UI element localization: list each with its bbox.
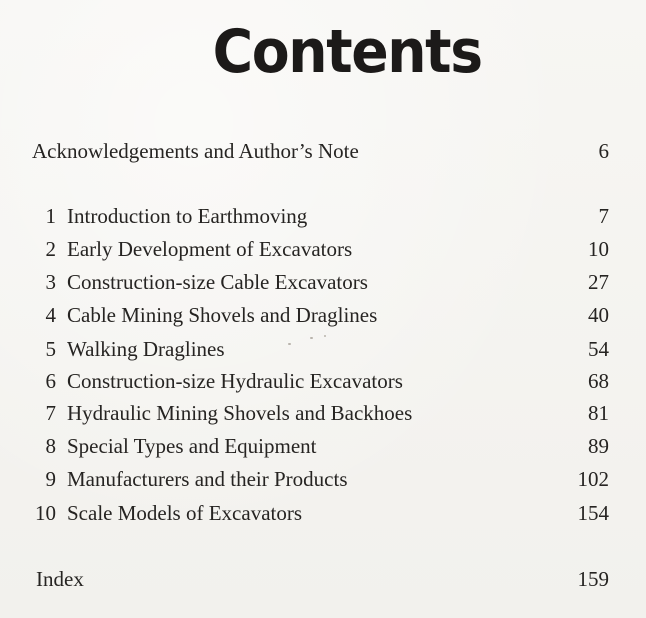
toc-entry-chapter-1 xyxy=(0,202,646,230)
entry-page-number: 27 xyxy=(588,270,609,294)
toc-entry-chapter-6 xyxy=(0,367,646,395)
entry-page-number: 54 xyxy=(588,337,609,361)
chapter-number: 5 xyxy=(45,337,56,361)
entry-page-number: 6 xyxy=(598,139,609,163)
chapter-title: Scale Models of Excavators xyxy=(67,501,303,525)
entry-title: Index xyxy=(36,567,84,591)
chapter-number: 1 xyxy=(45,204,56,228)
chapter-title: Cable Mining Shovels and Draglines xyxy=(67,303,378,327)
chapter-number: 9 xyxy=(45,467,56,491)
toc-entry-front-matter xyxy=(0,137,646,165)
entry-page-number: 89 xyxy=(588,434,609,458)
chapter-title: Construction-size Hydraulic Excavators xyxy=(67,369,403,393)
chapter-number: 10 xyxy=(35,501,56,525)
chapter-title: Special Types and Equipment xyxy=(67,434,317,458)
entry-page-number: 40 xyxy=(588,303,609,327)
toc-entry-chapter-5 xyxy=(0,335,646,363)
toc-entry-chapter-4 xyxy=(0,301,646,329)
entry-page-number: 10 xyxy=(588,237,609,261)
chapter-number: 4 xyxy=(45,303,56,327)
chapter-title: Construction-size Cable Excavators xyxy=(67,270,368,294)
chapter-title: Introduction to Earthmoving xyxy=(67,204,308,228)
toc-entry-chapter-8 xyxy=(0,432,646,460)
chapter-number: 7 xyxy=(45,401,56,425)
chapter-title: Walking Draglines xyxy=(67,337,225,361)
chapter-title: Manufacturers and their Products xyxy=(67,467,348,491)
chapter-title: Hydraulic Mining Shovels and Backhoes xyxy=(67,401,413,425)
entry-page-number: 81 xyxy=(588,401,609,425)
entry-title: Acknowledgements and Author’s Note xyxy=(32,139,359,163)
toc-entry-chapter-9 xyxy=(0,465,646,493)
paper-speck xyxy=(288,343,291,345)
chapter-number: 8 xyxy=(45,434,56,458)
toc-entry-chapter-3 xyxy=(0,268,646,296)
entry-page-number: 68 xyxy=(588,369,609,393)
toc-entry-chapter-10 xyxy=(0,499,646,527)
entry-page-number: 154 xyxy=(577,501,609,525)
chapter-number: 6 xyxy=(45,369,56,393)
toc-entry-chapter-7 xyxy=(0,399,646,427)
paper-speck xyxy=(310,337,313,339)
paper-speck xyxy=(324,335,326,337)
page-title: Contents xyxy=(212,17,482,87)
toc-entry-chapter-2 xyxy=(0,235,646,263)
entry-page-number: 7 xyxy=(598,204,609,228)
entry-page-number: 102 xyxy=(577,467,609,491)
chapter-number: 2 xyxy=(45,237,56,261)
chapter-title: Early Development of Excavators xyxy=(67,237,353,261)
entry-page-number: 159 xyxy=(577,567,609,591)
toc-entry-index xyxy=(0,565,646,593)
chapter-number: 3 xyxy=(45,270,56,294)
